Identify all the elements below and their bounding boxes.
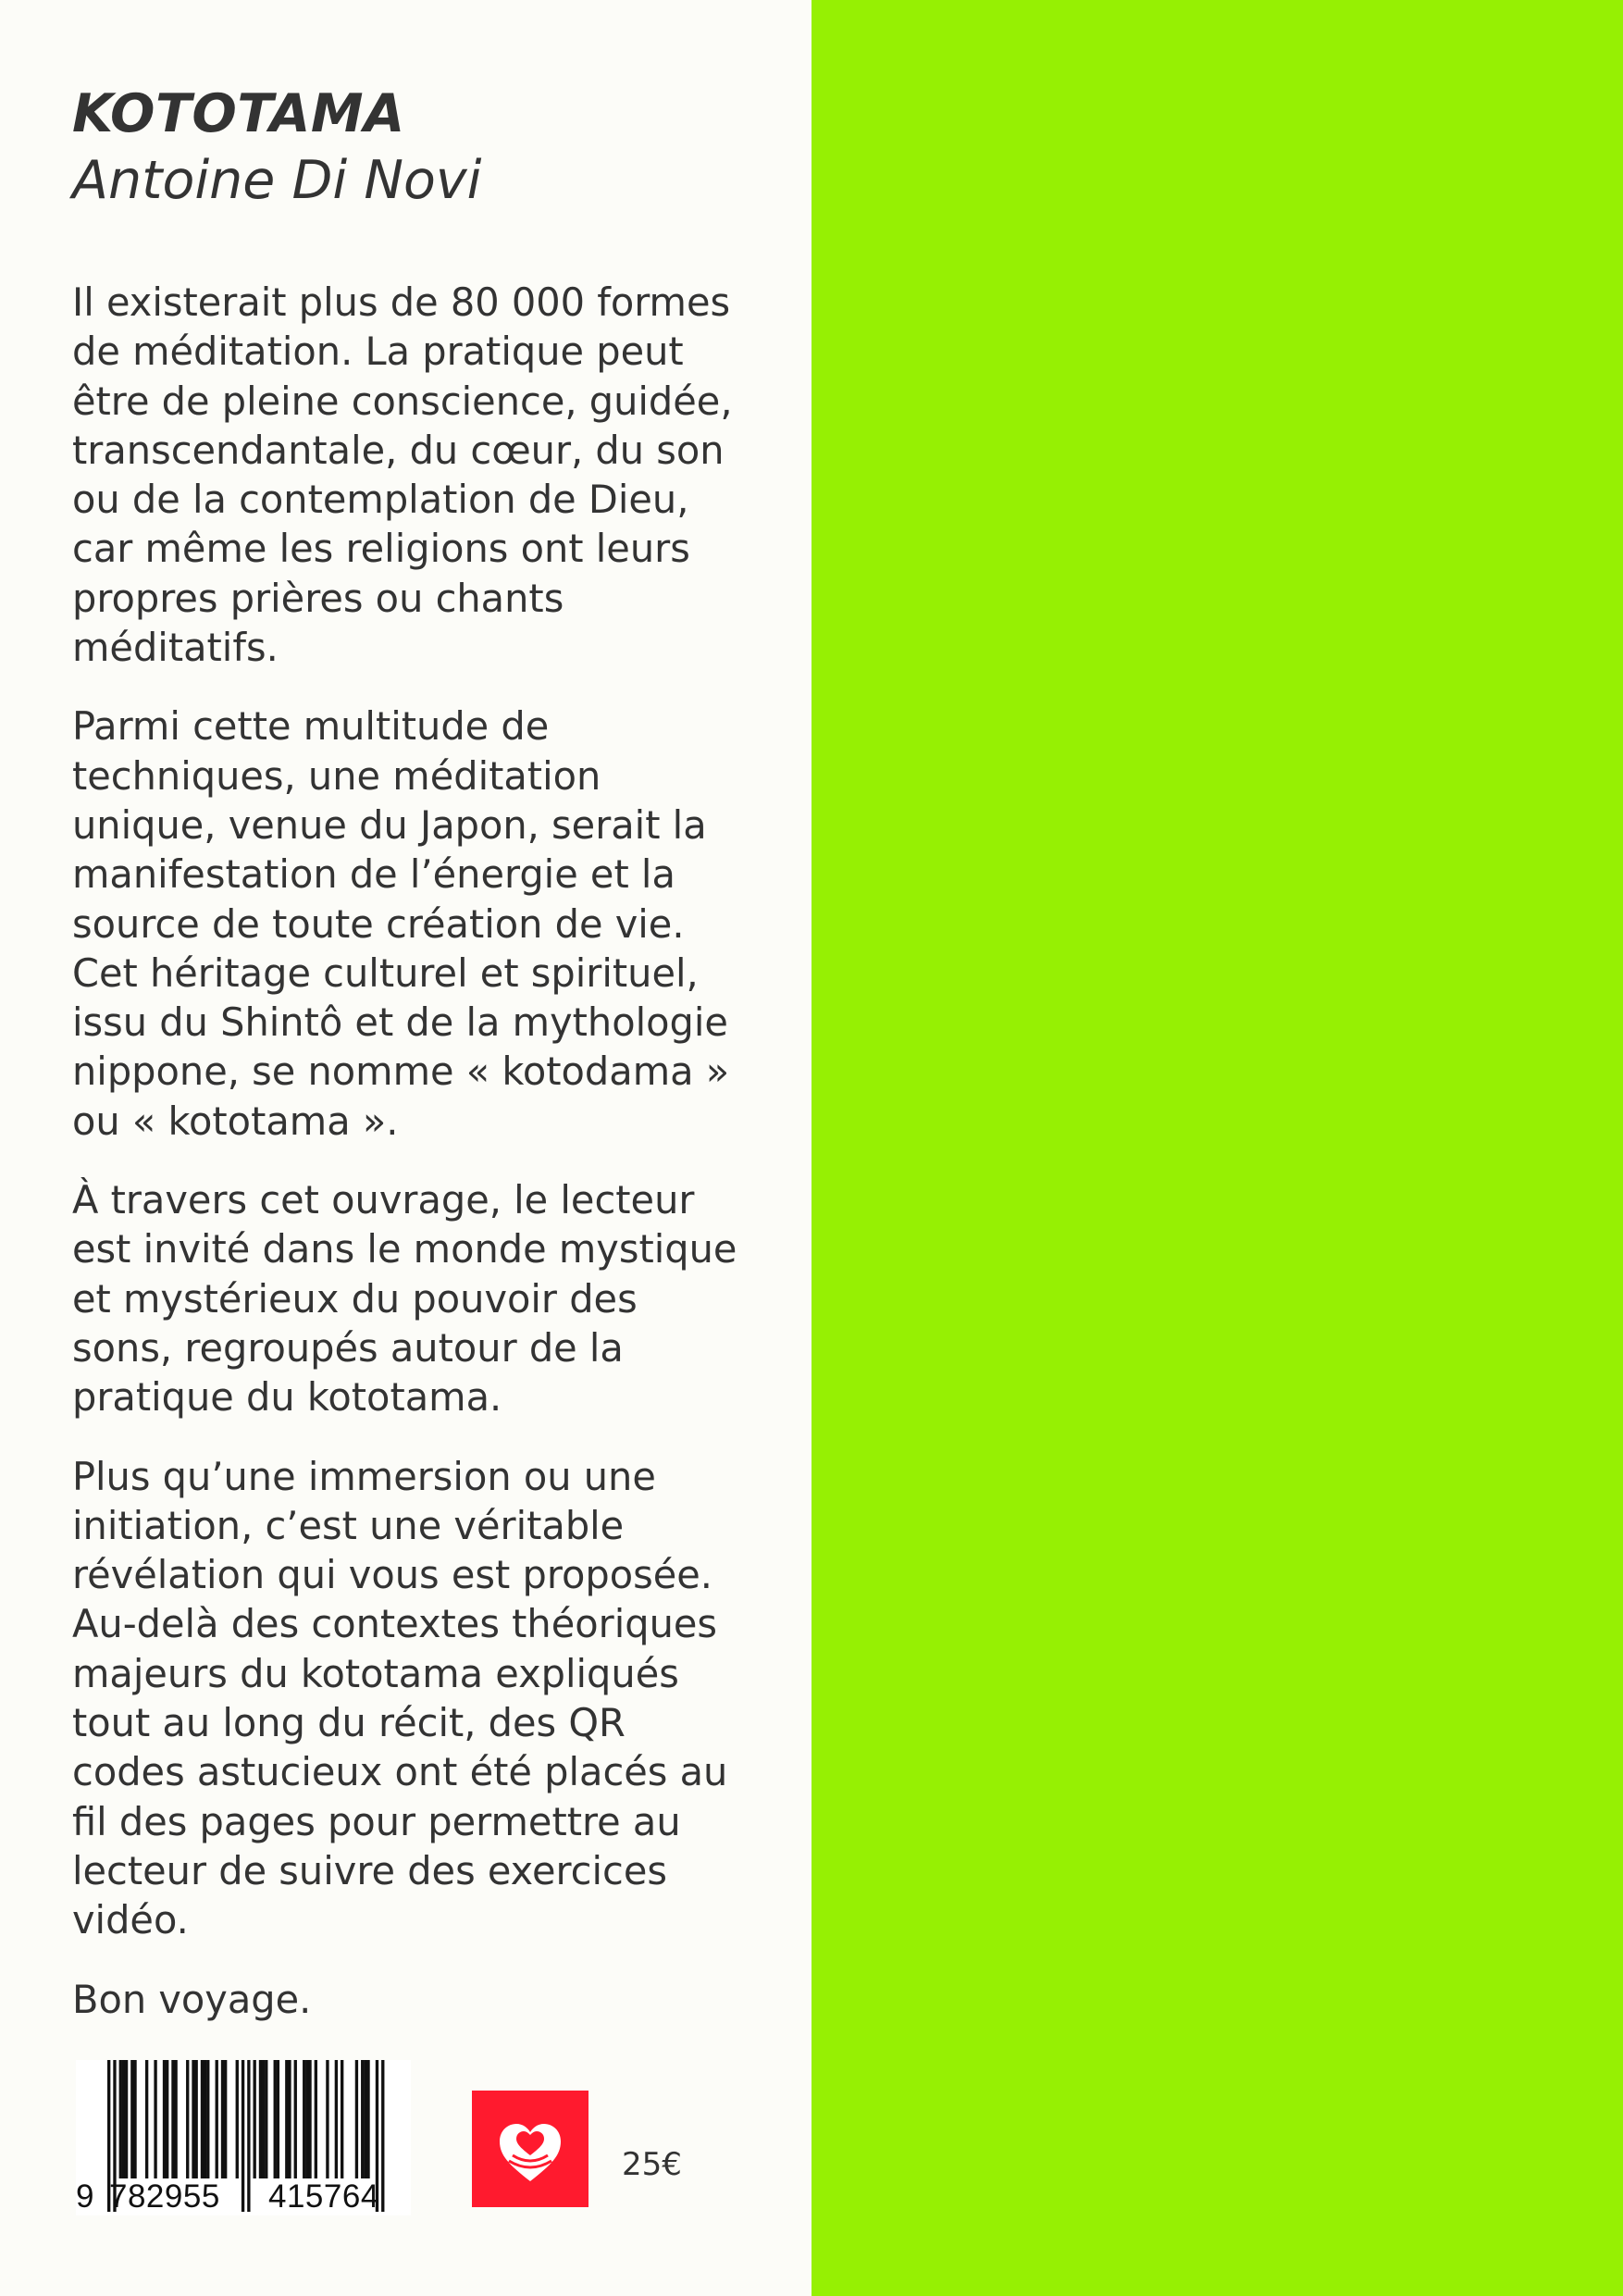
blurb-line: À travers cet ouvrage, le lecteur	[72, 1177, 695, 1223]
publisher-logo	[472, 2091, 588, 2207]
blurb-line: manifestation de l’énergie et la	[72, 851, 675, 898]
price-label: 25€	[622, 2146, 682, 2183]
barcode-bar	[133, 2060, 136, 2178]
barcode-bar	[119, 2060, 122, 2178]
blurb-line: majeurs du kototama expliqués	[72, 1650, 679, 1696]
barcode-bar	[192, 2060, 194, 2178]
barcode-bar	[174, 2060, 177, 2178]
barcode-bar	[305, 2060, 308, 2178]
barcode-bar	[204, 2060, 206, 2178]
barcode-bar	[201, 2060, 204, 2178]
isbn-barcode	[76, 2060, 411, 2215]
blurb-line: car même les religions ont leurs	[72, 526, 690, 572]
barcode-bar	[221, 2060, 224, 2178]
blurb-line: source de toute création de vie.	[72, 900, 685, 947]
barcode-digits-left: 782955	[109, 2178, 220, 2215]
barcode-bar	[366, 2060, 369, 2178]
blurb-line: méditatifs.	[72, 625, 279, 671]
barcode-bar	[341, 2060, 343, 2178]
barcode-bar	[294, 2060, 297, 2178]
barcode-bar	[216, 2060, 218, 2178]
blurb-line: nippone, se nomme « kotodama »	[72, 1049, 730, 1095]
blurb-line: Au-delà des contextes théoriques	[72, 1601, 718, 1647]
blurb-line: fil des pages pour permettre au	[72, 1798, 681, 1844]
barcode-bar	[186, 2060, 189, 2178]
blurb-line: propres prières ou chants	[72, 575, 564, 621]
blurb-line: sons, regroupés autour de la	[72, 1324, 624, 1371]
barcode-bar	[254, 2060, 256, 2178]
barcode-bar	[259, 2060, 262, 2178]
blurb-line: Cet héritage culturel et spirituel,	[72, 949, 699, 996]
blurb-line: Plus qu’une immersion ou une	[72, 1453, 656, 1499]
barcode-bar	[195, 2060, 198, 2178]
barcode-bar	[171, 2060, 174, 2178]
barcode-bar	[265, 2060, 267, 2178]
barcode-digits-right: 415764	[268, 2178, 379, 2215]
blurb-line: pratique du kototama.	[72, 1374, 502, 1421]
barcode-bar	[303, 2060, 305, 2178]
book-title: KOTOTAMA	[72, 83, 405, 144]
barcode-bar	[355, 2060, 358, 2178]
blurb-line: codes astucieux ont été placés au	[72, 1749, 728, 1795]
barcode-bar	[247, 2060, 250, 2212]
barcode-bar	[125, 2060, 128, 2178]
blurb-line: Bon voyage.	[72, 1976, 312, 2022]
blurb-line: Il existerait plus de 80 000 formes	[72, 279, 731, 325]
barcode-bar	[242, 2060, 244, 2212]
blurb-line: initiation, c’est une véritable	[72, 1502, 625, 1548]
barcode-bar	[361, 2060, 364, 2178]
blurb-line: ou de la contemplation de Dieu,	[72, 477, 689, 523]
blurb-line: vidéo.	[72, 1897, 189, 1943]
blurb-paragraph	[72, 1452, 803, 1945]
barcode-bar	[274, 2060, 277, 2178]
barcode-bar	[145, 2060, 148, 2178]
barcode-bar	[154, 2060, 156, 2178]
barcode-bar	[285, 2060, 288, 2178]
barcode-bar	[326, 2060, 328, 2178]
blurb-line: lecteur de suivre des exercices	[72, 1847, 667, 1893]
barcode-bar	[206, 2060, 209, 2178]
blurb-line: révélation qui vous est proposée.	[72, 1552, 712, 1598]
blurb-line: transcendantale, du cœur, du son	[72, 427, 725, 473]
barcode-digit-first: 9	[76, 2178, 94, 2215]
blurb-text	[72, 278, 803, 2054]
blurb-line: est invité dans le monde mystique	[72, 1226, 737, 1272]
blurb-paragraph	[72, 278, 803, 672]
barcode-bar	[308, 2060, 311, 2178]
barcode-bar	[335, 2060, 338, 2178]
barcode-bar	[224, 2060, 227, 2178]
blurb-paragraph	[72, 1175, 803, 1421]
barcode-bar	[122, 2060, 125, 2178]
barcode-bar	[277, 2060, 279, 2178]
barcode-bar	[315, 2060, 317, 2178]
blurb-paragraph	[72, 1975, 803, 2024]
blurb-line: techniques, une méditation	[72, 752, 601, 799]
barcode-bar	[163, 2060, 166, 2178]
blurb-line: tout au long du récit, des QR	[72, 1700, 626, 1746]
blurb-line: Parmi cette multitude de	[72, 703, 550, 750]
front-cover-color-panel	[812, 0, 1623, 2296]
blurb-line: unique, venue du Japon, serait la	[72, 801, 707, 848]
book-author: Antoine Di Novi	[72, 150, 482, 211]
barcode-bar	[236, 2060, 239, 2178]
barcode-bar	[364, 2060, 366, 2178]
barcode-bar	[130, 2060, 133, 2178]
blurb-line: de méditation. La pratique peut	[72, 329, 684, 375]
blurb-line: être de pleine conscience, guidée,	[72, 378, 733, 424]
barcode-bar	[262, 2060, 265, 2178]
barcode-bar	[288, 2060, 291, 2178]
blurb-line: ou « kototama ».	[72, 1098, 399, 1144]
blurb-line: et mystérieux du pouvoir des	[72, 1275, 638, 1322]
barcode-bar	[166, 2060, 168, 2178]
blurb-paragraph	[72, 701, 803, 1146]
barcode-bar	[381, 2060, 384, 2212]
heart-book-icon	[472, 2091, 588, 2207]
blurb-line: issu du Shintô et de la mythologie	[72, 999, 728, 1046]
